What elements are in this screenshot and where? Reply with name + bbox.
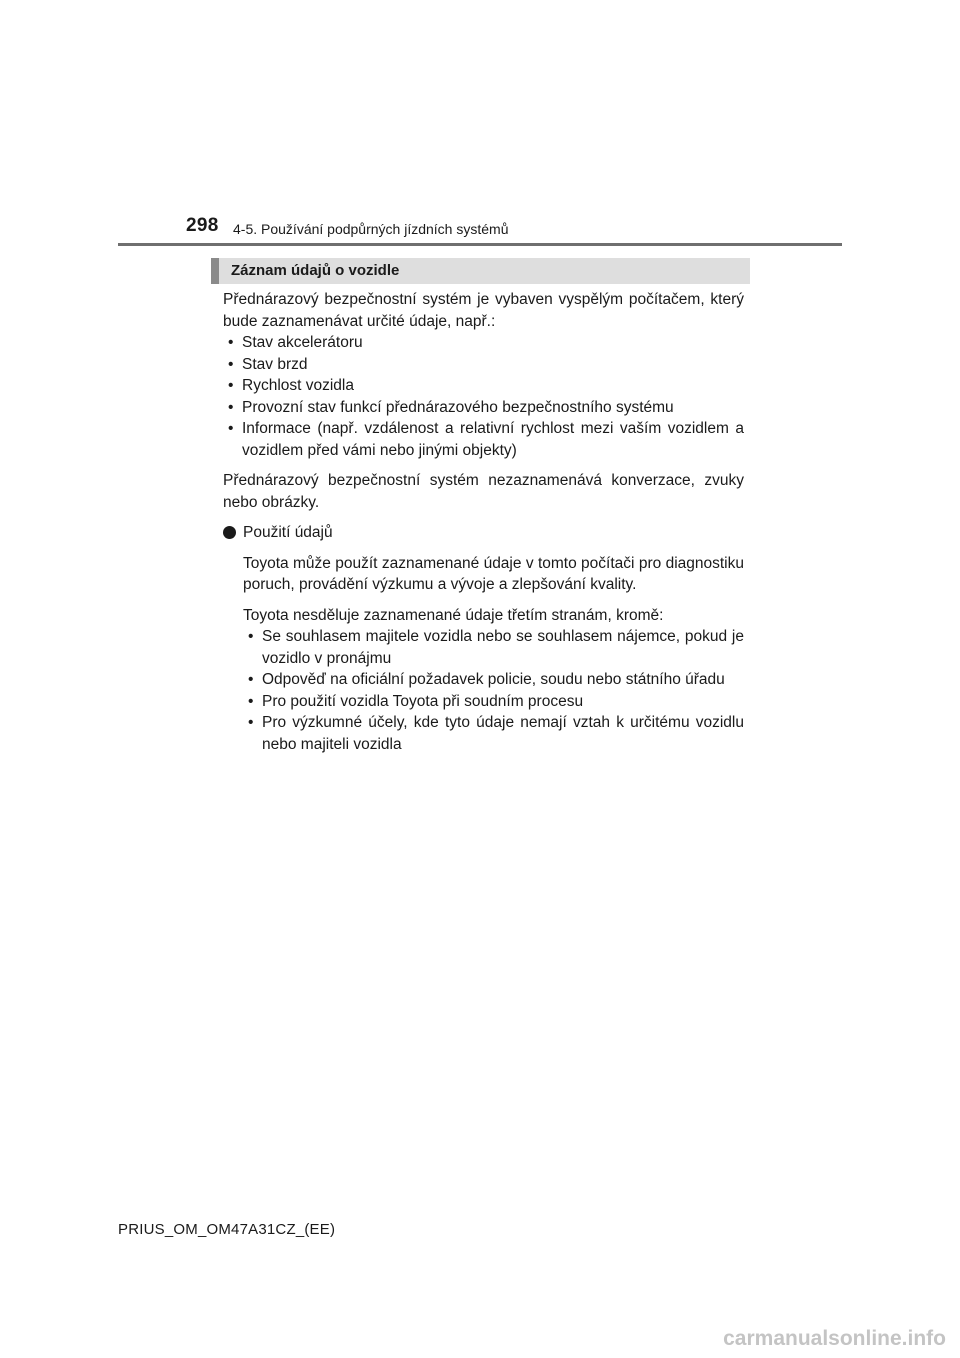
list-item: • Stav akcelerátoru [223, 332, 744, 354]
not-recorded-paragraph: Přednárazový bezpečnostní systém nezaznamenává konverzace, zvuky nebo obrázky. [223, 472, 744, 511]
intro-paragraph: Přednárazový bezpečnostní systém je vybaven vyspělým počítačem, který bude zaznamenávat určité údaje, např.: [223, 291, 744, 330]
section-heading: Záznam údajů o vozidle [231, 262, 400, 279]
bullet-icon: • [228, 377, 234, 394]
bullet-icon: • [228, 334, 234, 351]
disclosure-paragraph: Toyota nesděluje zaznamenané údaje třetím stranám, kromě: [243, 606, 664, 624]
filled-circle-icon [223, 526, 236, 539]
recorded-items-list [223, 332, 744, 461]
list-item: • Pro použití vozidla Toyota při soudním procesu [243, 691, 744, 713]
bullet-icon: • [248, 692, 254, 710]
data-use-heading [223, 522, 744, 544]
exceptions-list [243, 626, 744, 755]
document-code: PRIUS_OM_OM47A31CZ_(EE) [118, 1221, 336, 1238]
bullet-icon: • [248, 671, 254, 688]
header-divider [118, 243, 842, 246]
bullet-icon: • [248, 714, 254, 731]
page-number: 298 [186, 215, 219, 236]
data-use-paragraph: Toyota může použít zaznamenané údaje v tomto počítači pro diagnostiku poruch, provádění výzkumu a vývoje a zlepšování kvality. [243, 554, 744, 593]
bullet-icon: • [248, 628, 254, 645]
bullet-icon: • [228, 420, 234, 437]
list-item: • Pro výzkumné účely, kde tyto údaje nemají vztah k určitému vozidlu nebo majiteli vozidla [248, 714, 744, 753]
list-item: • Stav brzd [223, 354, 744, 376]
list-item: • Provozní stav funkcí přednárazového bezpečnostního systému [223, 397, 744, 419]
bullet-icon: • [228, 355, 234, 373]
list-item: • Informace (např. vzdálenost a relativní rychlost mezi vaším vozidlem a vozidlem před vámi nebo jinými objekty) [228, 420, 744, 459]
watermark: carmanualsonline.info [723, 1327, 946, 1350]
data-use-section [223, 553, 744, 756]
section-heading-box [211, 258, 750, 284]
list-item: • Odpověď na oficiální požadavek policie, soudu nebo státního úřadu [243, 669, 744, 691]
bullet-icon: • [228, 398, 234, 416]
list-item: • Rychlost vozidla [223, 375, 744, 397]
data-use-title: Použití údajů [243, 524, 333, 541]
list-item: • Se souhlasem majitele vozidla nebo se souhlasem nájemce, pokud je vozidlo v pronájmu [248, 628, 744, 667]
section-header: 4-5. Používání podpůrných jízdních systémů [233, 221, 509, 237]
body-content [223, 289, 744, 755]
